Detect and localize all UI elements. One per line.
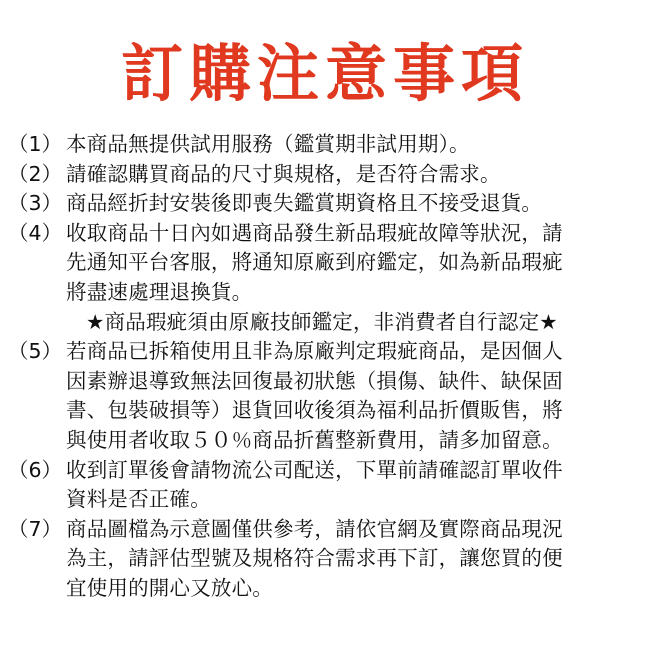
note-item-3 — [8, 189, 640, 219]
note-item-5 — [8, 337, 640, 455]
note-line: 宜使用的開心又放心。 — [66, 575, 273, 600]
note-number: （3） — [8, 191, 63, 216]
note-number: （2） — [8, 161, 63, 186]
page-title: 訂購注意事項 — [120, 37, 529, 110]
note-number: （5） — [8, 339, 63, 364]
note-line: 收取商品十日內如遇商品發生新品瑕疵故障等狀況，請 — [66, 220, 563, 245]
note-line: 因素辦退導致無法回復最初狀態（損傷、缺件、缺保固 — [66, 368, 563, 393]
note-item-6 — [8, 456, 640, 515]
note-line: 請確認購買商品的尺寸與規格，是否符合需求。 — [66, 161, 501, 186]
note-item-1 — [8, 130, 640, 160]
note-line: 商品圖檔為示意圖僅供參考，請依官網及實際商品現況 — [66, 516, 563, 541]
note-number: （4） — [8, 220, 63, 245]
note-number: （6） — [8, 457, 63, 482]
note-line: 資料是否正確。 — [66, 487, 211, 512]
notes-list — [8, 130, 640, 604]
note-line: 書、包裝破損等）退貨回收後須為福利品折價販售，將 — [66, 398, 563, 423]
note-line: 為主，請評估型號及規格符合需求再下訂，讓您買的便 — [66, 546, 563, 571]
note-number: （7） — [8, 516, 63, 541]
note-line: 將盡速處理退換貨。 — [66, 279, 253, 304]
note-item-7 — [8, 515, 640, 604]
note-number: （1） — [8, 132, 63, 156]
note-line: 與使用者收取５０％商品折舊整新費用，請多加留意。 — [66, 427, 563, 452]
note-item-2 — [8, 160, 640, 190]
note-item-4 — [8, 219, 640, 337]
note-line: 收到訂單後會請物流公司配送，下單前請確認訂單收件 — [66, 457, 563, 482]
note-line: 本商品無提供試用服務（鑑賞期非試用期）。 — [66, 132, 470, 156]
star-note: ★商品瑕疵須由原廠技師鑑定，非消費者自行認定★ — [86, 309, 558, 334]
note-line: 先通知平台客服，將通知原廠到府鑑定，如為新品瑕疵 — [66, 250, 563, 275]
note-line: 商品經折封安裝後即喪失鑑賞期資格且不接受退貨。 — [66, 191, 543, 216]
note-line: 若商品已拆箱使用且非為原廠判定瑕疵商品，是因個人 — [66, 339, 563, 364]
